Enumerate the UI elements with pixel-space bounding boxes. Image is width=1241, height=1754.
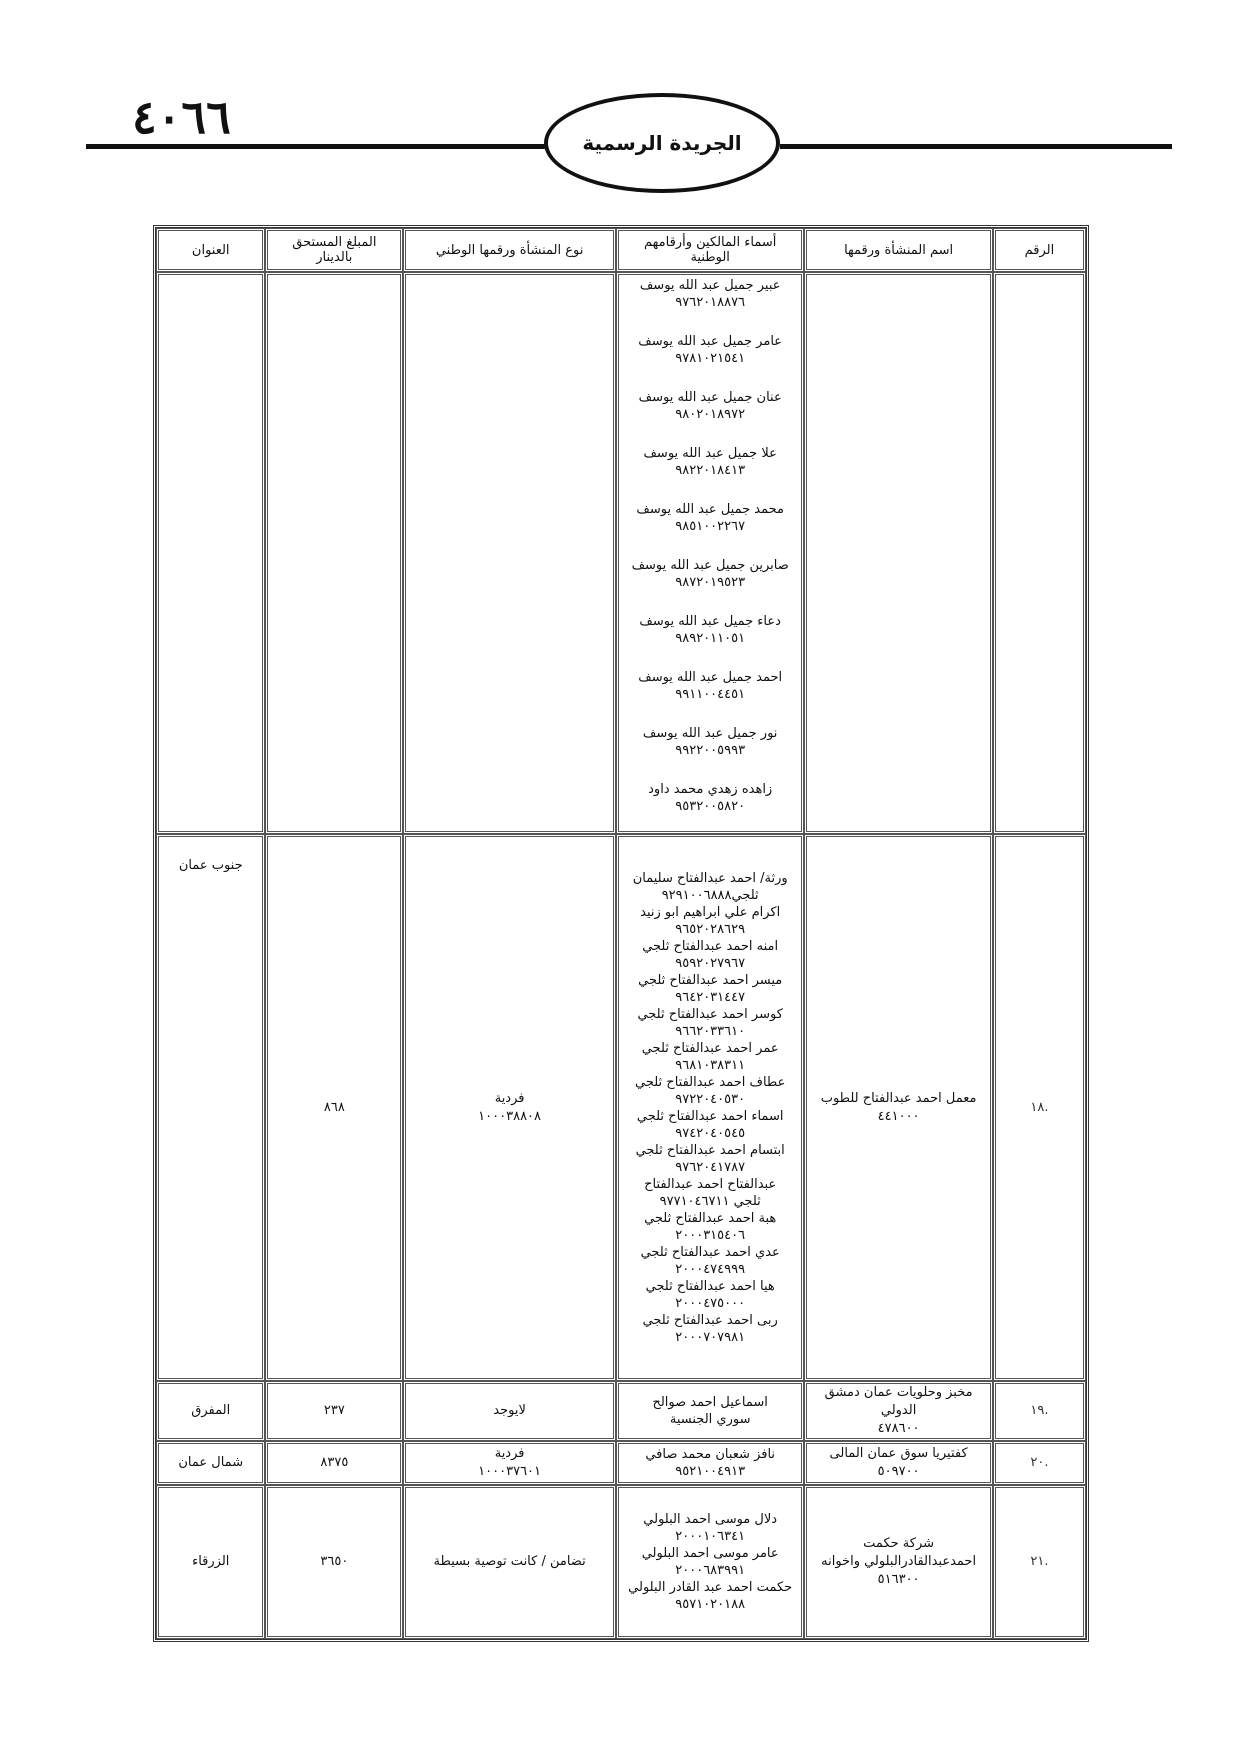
list-item [623, 1108, 797, 1142]
list-item [623, 938, 797, 972]
owner-id: ٩٦٦٢٠٣٣٦١٠ [675, 1023, 746, 1039]
owner-id: ٩٨٧٢٠١٩٥٢٣ [675, 575, 746, 590]
cell-number [993, 1441, 1086, 1485]
list-item [623, 389, 797, 423]
owner-name: نافز شعبان محمد صافي [645, 1447, 776, 1462]
owner-name: ورثة/ احمد عبدالفتاح سليمان [632, 870, 788, 886]
owner-id: ٩٧٢٢٠٤٠٥٣٠ [675, 1091, 746, 1107]
facility-type-id: ١٠٠٠٣٨٨٠٨ [478, 1108, 542, 1124]
cell-owners [616, 834, 804, 1381]
masthead-title: الجريدة الرسمية [582, 131, 742, 155]
owner-id: ٩٩١١٠٠٤٤٥١ [675, 687, 746, 702]
row-number: .١٨ [1030, 1099, 1049, 1115]
owner-id: ٢٠٠٠٦٨٣٩٩١ [675, 1563, 746, 1578]
cell-facility-name [804, 834, 992, 1381]
cell-facility-type [403, 1441, 616, 1485]
facility-name: معمل احمد عبدالفتاح للطوب [820, 1090, 977, 1106]
header-address: العنوان [156, 228, 265, 272]
row-number: .٢١ [1030, 1554, 1049, 1569]
owner-name: هيا احمد عبدالفتاح ثلجي [645, 1278, 775, 1294]
header-amount: المبلغ المستحق بالدينار [265, 228, 403, 272]
owner-name: علا جميل عبد الله يوسف [643, 446, 777, 461]
owner-id: ٩٥٣٢٠٠٥٨٢٠ [675, 799, 746, 814]
amount-value: ٨٦٨ [323, 1099, 345, 1115]
page-number: ٤٠٦٦ [132, 90, 231, 144]
cell-facility-name [804, 272, 992, 834]
cell-address [156, 1441, 265, 1485]
list-item [623, 1006, 797, 1040]
facility-id: ٥١٦٣٠٠ [877, 1572, 920, 1587]
owners-list [623, 275, 797, 817]
owner-name: حكمت احمد عبد القادر البلولي [628, 1580, 793, 1595]
owner-id: ٩٨٠٢٠١٨٩٧٢ [675, 407, 746, 422]
owner-name: هبة احمد عبدالفتاح ثلجي [644, 1210, 777, 1226]
list-item [623, 1176, 797, 1210]
owner-id: ٢٠٠٠٧٠٧٩٨١ [675, 1329, 746, 1345]
header-number: الرقم [993, 228, 1086, 272]
cell-owners [616, 1381, 804, 1441]
list-item [623, 1210, 797, 1244]
owner-id: ثلجي٩٢٩١٠٠٦٨٨٨ [661, 887, 759, 903]
cell-amount [265, 1485, 403, 1639]
owner-name: عطاف احمد عبدالفتاح ثلجي [635, 1074, 786, 1090]
row-number: .٢٠ [1030, 1455, 1049, 1470]
cell-address [156, 1381, 265, 1441]
amount-value: ٣٦٥٠ [320, 1554, 349, 1569]
owners-list [623, 868, 797, 1348]
cell-amount [265, 272, 403, 834]
list-item [623, 725, 797, 759]
table-row [156, 1441, 1086, 1485]
owner-id: ٩٦٤٢٠٣١٤٤٧ [675, 989, 746, 1005]
owners-list [623, 1509, 797, 1615]
owner-id: ٩٥٢١٠٠٤٩١٣ [675, 1464, 746, 1479]
owner-id: ٩٥٧١٠٢٠١٨٨ [675, 1597, 746, 1612]
owners-list [623, 1444, 797, 1482]
owner-id: ٩٧٤٢٠٤٠٥٤٥ [675, 1125, 746, 1141]
list-item [623, 1446, 797, 1480]
list-item [623, 1579, 797, 1613]
cell-owners [616, 1485, 804, 1639]
header-rule-right [780, 144, 1172, 149]
facility-name: مخبز وحلويات عمان دمشق الدولي [824, 1385, 973, 1418]
cell-amount [265, 1441, 403, 1485]
cell-address [156, 272, 265, 834]
cell-amount [265, 834, 403, 1381]
owner-id: ٩٧٦٢٠٤١٧٨٧ [675, 1159, 746, 1175]
address-value: المفرق [191, 1403, 231, 1418]
table-row [156, 834, 1086, 1381]
list-item [623, 904, 797, 938]
cell-facility-name [804, 1441, 992, 1485]
owner-name: عمر احمد عبدالفتاح ثلجي [641, 1040, 779, 1056]
owner-id: ٢٠٠٠٣١٥٤٠٦ [675, 1227, 746, 1243]
address-value: جنوب عمان [178, 858, 243, 873]
list-item [623, 1394, 797, 1428]
owner-id: ٢٠٠٠٤٧٥٠٠٠ [675, 1295, 746, 1311]
cell-owners [616, 1441, 804, 1485]
owner-name: ابتسام احمد عبدالفتاح ثلجي [635, 1142, 785, 1158]
list-item [623, 445, 797, 479]
facility-type: تضامن / كانت توصية بسيطة [433, 1554, 586, 1569]
cell-number [993, 272, 1086, 834]
cell-address [156, 1485, 265, 1639]
owner-name: ربى احمد عبدالفتاح ثلجي [642, 1312, 778, 1328]
owner-name: ميسر احمد عبدالفتاح ثلجي [638, 972, 783, 988]
facility-name: شركة حكمت احمدعبدالقادرالبلولي واخوانه [821, 1536, 977, 1569]
owners-list [623, 1392, 797, 1430]
owner-name: صابرين جميل عبد الله يوسف [631, 558, 789, 573]
list-item [623, 1040, 797, 1074]
address-value: الزرقاء [192, 1554, 230, 1569]
header-rule-left [86, 144, 556, 149]
row-number: .١٩ [1030, 1403, 1049, 1418]
table-row [156, 272, 1086, 834]
facility-id: ٥٠٩٧٠٠ [877, 1464, 920, 1479]
cell-number [993, 834, 1086, 1381]
owner-id: ٩٨٩٢٠١١٠٥١ [675, 631, 746, 646]
owner-name: محمد جميل عبد الله يوسف [636, 502, 784, 517]
cell-facility-type [403, 1381, 616, 1441]
owner-id: ٩٨٢٢٠١٨٤١٣ [675, 463, 746, 478]
owner-id: ٢٠٠٠٤٧٤٩٩٩ [675, 1261, 746, 1277]
owner-id: ثلجي ٩٧٧١٠٤٦٧١١ [659, 1193, 761, 1209]
cell-facility-type [403, 272, 616, 834]
facility-type-id: ١٠٠٠٣٧٦٠١ [478, 1464, 542, 1479]
table-row [156, 1381, 1086, 1441]
list-item [623, 972, 797, 1006]
owner-name: احمد جميل عبد الله يوسف [638, 670, 783, 685]
owner-id: ٩٦٨١٠٣٨٣١١ [675, 1057, 746, 1073]
cell-address [156, 834, 265, 1381]
owner-id: ٩٥٩٢٠٢٧٩٦٧ [675, 955, 746, 971]
cell-facility-type [403, 834, 616, 1381]
table-body [156, 272, 1086, 1639]
facility-type: لايوجد [493, 1403, 526, 1418]
owner-name: عبير جميل عبد الله يوسف [639, 278, 781, 293]
list-item [623, 1278, 797, 1312]
header-facility-type: نوع المنشأة ورقمها الوطني [403, 228, 616, 272]
owner-name: عبدالفتاح احمد عبدالفتاح [644, 1176, 777, 1192]
owner-name: اسماء احمد عبدالفتاح ثلجي [636, 1108, 784, 1124]
list-item [623, 1511, 797, 1545]
header-owners: أسماء المالكين وأرقامهم الوطنية [616, 228, 804, 272]
table-header-row [156, 228, 1086, 272]
owner-name: عدي احمد عبدالفتاح ثلجي [640, 1244, 780, 1260]
facility-type: فردية [494, 1446, 525, 1461]
masthead-oval [544, 93, 780, 193]
owner-name: اكرام علي ابراهيم ابو زنيد [640, 904, 781, 920]
owner-id: ٩٧٦٢٠١٨٨٧٦ [675, 295, 746, 310]
owner-name: كوسر احمد عبدالفتاح ثلجي [637, 1006, 783, 1022]
list-item [623, 1074, 797, 1108]
table-row [156, 1485, 1086, 1639]
facility-id: ٤٤١٠٠٠ [877, 1108, 920, 1124]
list-item [623, 277, 797, 311]
facility-id: ٤٧٨٦٠٠ [877, 1421, 920, 1436]
list-item [623, 1142, 797, 1176]
cell-number [993, 1485, 1086, 1639]
list-item [623, 870, 797, 904]
cell-facility-type [403, 1485, 616, 1639]
owner-id: ٩٧٨١٠٢١٥٤١ [675, 351, 746, 366]
list-item [623, 557, 797, 591]
owner-name: دعاء جميل عبد الله يوسف [639, 614, 781, 629]
amount-value: ٢٣٧ [323, 1403, 345, 1418]
facility-type: فردية [494, 1090, 525, 1106]
list-item [623, 1244, 797, 1278]
owner-id: ٩٩٢٢٠٠٥٩٩٣ [675, 743, 746, 758]
address-value: شمال عمان [178, 1455, 244, 1470]
list-item [623, 1312, 797, 1346]
cell-facility-name [804, 1485, 992, 1639]
owner-id: سوري الجنسية [669, 1412, 751, 1427]
list-item [623, 669, 797, 703]
amount-value: ٨٣٧٥ [320, 1455, 349, 1470]
owner-id: ٩٦٥٢٠٢٨٦٢٩ [675, 921, 746, 937]
list-item [623, 1545, 797, 1579]
owner-name: دلال موسى احمد البلولي [643, 1512, 778, 1527]
cell-number [993, 1381, 1086, 1441]
owner-name: زاهده زهدي محمد داود [648, 782, 773, 797]
owner-id: ٩٨٥١٠٠٢٢٦٧ [675, 519, 746, 534]
owner-name: عامر موسى احمد البلولي [641, 1546, 779, 1561]
facilities-table-wrapper [153, 225, 1089, 1642]
owner-name: اسماعيل احمد صوالح [652, 1395, 768, 1410]
owner-id: ٢٠٠٠١٠٦٣٤١ [675, 1529, 746, 1544]
owner-name: عنان جميل عبد الله يوسف [638, 390, 782, 405]
header-facility-name: اسم المنشأة ورقمها [804, 228, 992, 272]
list-item [623, 333, 797, 367]
owner-name: عامر جميل عبد الله يوسف [638, 334, 783, 349]
list-item [623, 781, 797, 815]
owner-name: نور جميل عبد الله يوسف [642, 726, 778, 741]
facility-name: كفتيريا سوق عمان المالى [829, 1446, 968, 1461]
owner-name: امنه احمد عبدالفتاح ثلجي [642, 938, 779, 954]
facilities-table [153, 225, 1089, 1642]
list-item [623, 501, 797, 535]
cell-facility-name [804, 1381, 992, 1441]
cell-amount [265, 1381, 403, 1441]
list-item [623, 613, 797, 647]
cell-owners [616, 272, 804, 834]
